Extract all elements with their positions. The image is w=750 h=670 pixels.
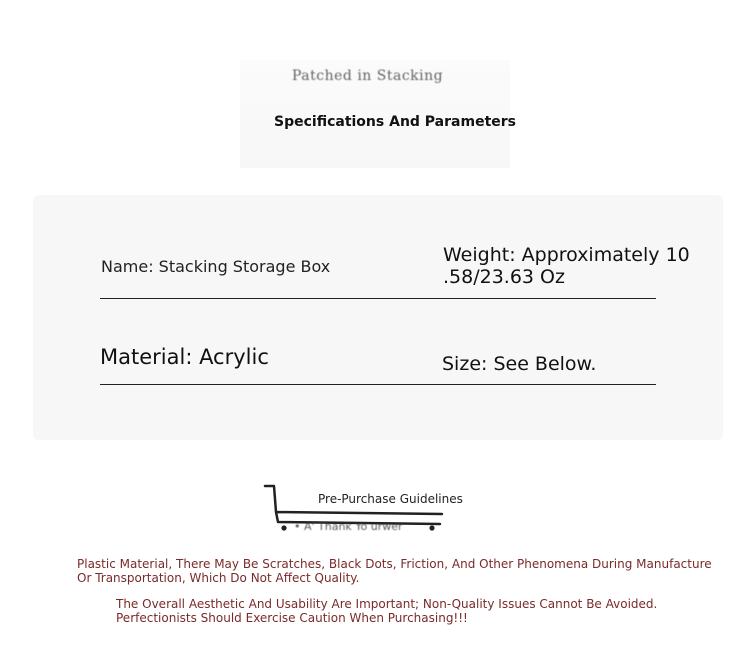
quality-note: Plastic Material, There May Be Scratches, Black Dots, Friction, And Other Phenomena During Manufacture Or Transportation, Which Do Not Affect Quality. bbox=[77, 557, 712, 585]
scribble-title: Patched in Stacking bbox=[292, 68, 444, 84]
page-title: Specifications And Parameters bbox=[274, 114, 516, 130]
guidelines-scribble: • A' Thank Yo urwer bbox=[294, 520, 403, 533]
spec-name: Name: Stacking Storage Box bbox=[101, 257, 331, 276]
spec-divider bbox=[100, 298, 656, 299]
caution-note: The Overall Aesthetic And Usability Are Important; Non-Quality Issues Cannot Be Avoided. Perfectionists Should Exercise Caution When Purchasing!!! bbox=[116, 597, 658, 625]
guidelines-label: Pre-Purchase Guidelines bbox=[318, 492, 463, 506]
spec-weight: Weight: Approximately 10 .58/23.63 Oz bbox=[443, 244, 690, 288]
spec-size: Size: See Below. bbox=[442, 353, 597, 375]
spec-card bbox=[33, 195, 723, 440]
spec-material: Material: Acrylic bbox=[100, 345, 269, 369]
spec-divider bbox=[100, 384, 656, 385]
